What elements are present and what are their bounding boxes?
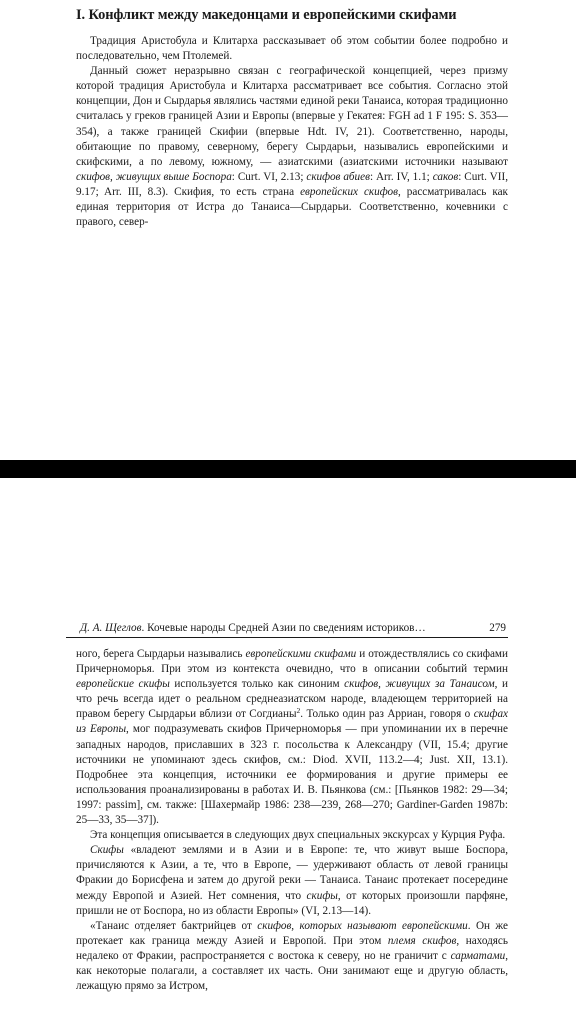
paragraph-curtius-excursus: Эта концепция описывается в следующих двух специальных экскурсах у Курция Руфа. — [90, 829, 506, 842]
footnote-marker: 2 — [296, 706, 301, 716]
page-separator — [0, 460, 576, 478]
running-head — [66, 621, 508, 638]
section-heading: I. Конфликт между македонцами и европейскими скифами — [76, 7, 457, 23]
page-number: 279 — [489, 622, 506, 634]
paragraph-continuation: ного, берега Сырдарьи назывались европейскими скифами и отождествлялись со скифами Причерноморья. При этом из контекста очевидно, что в описании событий термин европейские скифы используется только как синоним скифов, живущих за Танаисом, и что речь всегда идет о реальном среднеазиатском народе, владеющем территорией на правом берегу Сырдарьи вблизи от Согдианы$^2$. Только один раз Арриан, говоря о скифах из Европы, мог подразумевать скифов Причерноморья — при упоминании их в перечне западных народов, приславших в 323 г. посольства к Александру (VII, 15.4; другие источники не упоминают здесь скифов, см.: Diod. XVII, 113.2—4; Just. XII, 13.1). Подробнее эта концепция, источники ее формирования и другие примеры ее использования проанализированы в работах И. В. Пьянкова (см.: [Пьянков 1982: 29—34; 1997: passim], см. также: [Шахермайр 1986: 238—239, 268—270; Gardiner-Garden 1987b: 25—33, 35—37]). — [76, 648, 509, 827]
paragraph-intro: Традиция Аристобула и Клитарха рассказывает об этом событии более подробно и последовательно, чем Птолемей. — [76, 35, 508, 63]
paragraph-quote-tanais: «Танаис отделяет бактрийцев от скифов, которых называют европейскими. Он же протекает как граница между Азией и Европой. При этом племя скифов, находясь недалеко от Фракии, распространяется с востока к северу, но не граничит с сарматами, как некоторые полагали, а составляет их часть. Они занимают еще и другую область, лежащую прямо за Истром, — [76, 919, 509, 993]
paragraph-geographic-concept: Данный сюжет неразрывно связан с географической концепцией, через призму которой традиция Аристобула и Клитарха рассматривает все события. Согласно этой концепции, Дон и Сырдарья являлись частями единой реки Танаиса, которая традиционно считалась у греков границей Азии и Европы (впервые у Гекатея: FGH ad 1 F 195: S. 353—354), а также границей Скифии (впервые Hdt. IV, 21). Соответственно, народы, обитающие по правому, северному, берегу Сырдарьи, назывались европейскими и скифскими, а по левому, южному, — азиатскими (азиатскими источники называют скифов, живущих выше Боспора: Curt. VI, 2.13; скифов абиев: Arr. IV, 1.1; саков: Curt. VII, 9.17; Arr. III, 8.3). Скифия, то есть страна европейских скифов, рассматривалась как единая территория от Истра до Танаиса—Сырдарьи. Соответственно, кочевники с правого, север- — [76, 65, 508, 229]
upper-page — [0, 0, 576, 460]
lower-page — [0, 478, 576, 1024]
paragraph-quote-scythians: Скифы «владеют землями и в Азии и в Европе: те, что живут выше Боспора, причисляются к Азии, а те, что в Европе, — удерживают область от левой границы Фракии до Борисфена и затем до другой реки — Танаиса. Танаис протекает посередине между Европой и Азией. Нет сомнения, что скифы, от которых произошли парфяне, пришли не от Боспора, но из области Европы» (VI, 2.13—14). — [76, 844, 508, 917]
running-head-text: Д. А. Щеглов. Кочевые народы Средней Азии по сведениям историков… — [80, 622, 426, 634]
